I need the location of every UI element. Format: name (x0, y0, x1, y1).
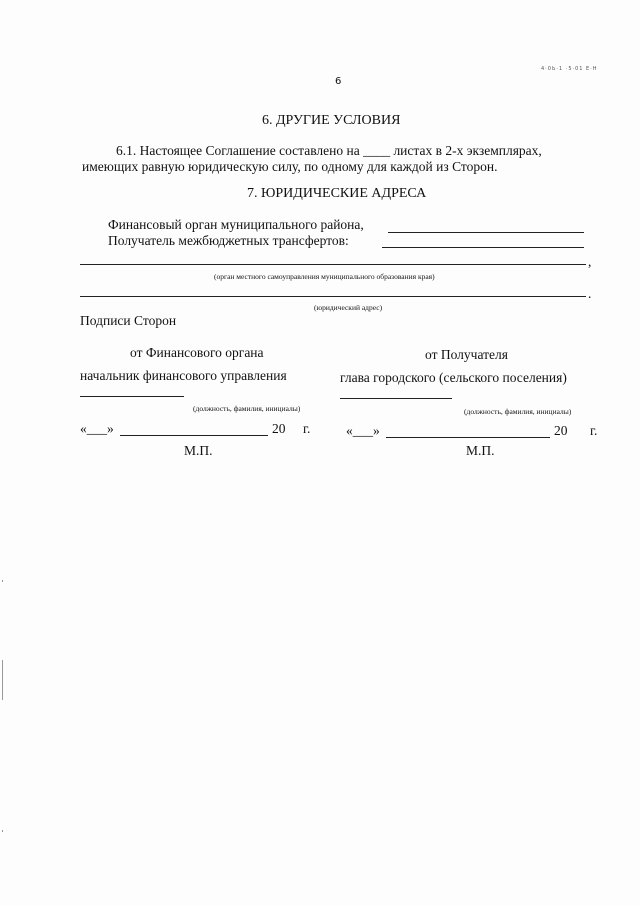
section-6-title: 6. ДРУГИЕ УСЛОВИЯ (262, 113, 401, 128)
body-caption: (орган местного самоуправления муниципального образования края) (214, 272, 435, 281)
fin-org-field-line (388, 232, 584, 233)
right-date-day: «___» (346, 423, 380, 438)
left-date-g: г. (303, 421, 311, 436)
left-date-month-line (120, 435, 268, 436)
section-6-line-1: 6.1. Настоящее Соглашение составлено на ____ листах в 2-х экземплярах, (116, 143, 542, 158)
right-caption: (должность, фамилия, инициалы) (464, 407, 572, 416)
address-line (80, 296, 586, 297)
recipient-field-line (382, 247, 584, 248)
left-date-day: «___» (80, 421, 114, 436)
fin-org-label: Финансовый орган муниципального района, (108, 217, 364, 232)
right-party-position: глава городского (сельского поселения) (340, 370, 567, 385)
section-7-title: 7. ЮРИДИЧЕСКИЕ АДРЕСА (247, 186, 427, 201)
right-date-g: г. (590, 423, 598, 438)
left-seal: М.П. (184, 443, 213, 458)
signatures-title: Подписи Сторон (80, 313, 177, 328)
right-date-month-line (386, 437, 550, 438)
scan-edge-mark (2, 580, 3, 582)
left-date-year: 20 (272, 421, 286, 436)
scan-code: 4·0Ь·1 ·5·01 Е·Н (541, 66, 598, 72)
scan-edge-mark (2, 830, 3, 832)
left-party-position: начальник финансового управления (80, 368, 287, 383)
period-mark: . (588, 286, 592, 301)
right-date-year: 20 (554, 423, 568, 438)
right-signature-line (340, 398, 452, 399)
address-caption: (юридический адрес) (314, 303, 383, 312)
left-party-from: от Финансового органа (130, 345, 264, 360)
comma-mark: , (588, 254, 592, 269)
right-seal: М.П. (466, 443, 495, 458)
scan-edge-mark (2, 660, 3, 700)
left-caption: (должность, фамилия, инициалы) (193, 404, 301, 413)
right-party-from: от Получателя (425, 347, 508, 362)
left-signature-line (80, 396, 184, 397)
recipient-body-line (80, 264, 586, 265)
recipient-label: Получатель межбюджетных трансфертов: (108, 233, 349, 248)
page-number: 6 (335, 76, 342, 87)
section-6-line-2: имеющих равную юридическую силу, по одному для каждой из Сторон. (82, 159, 498, 174)
